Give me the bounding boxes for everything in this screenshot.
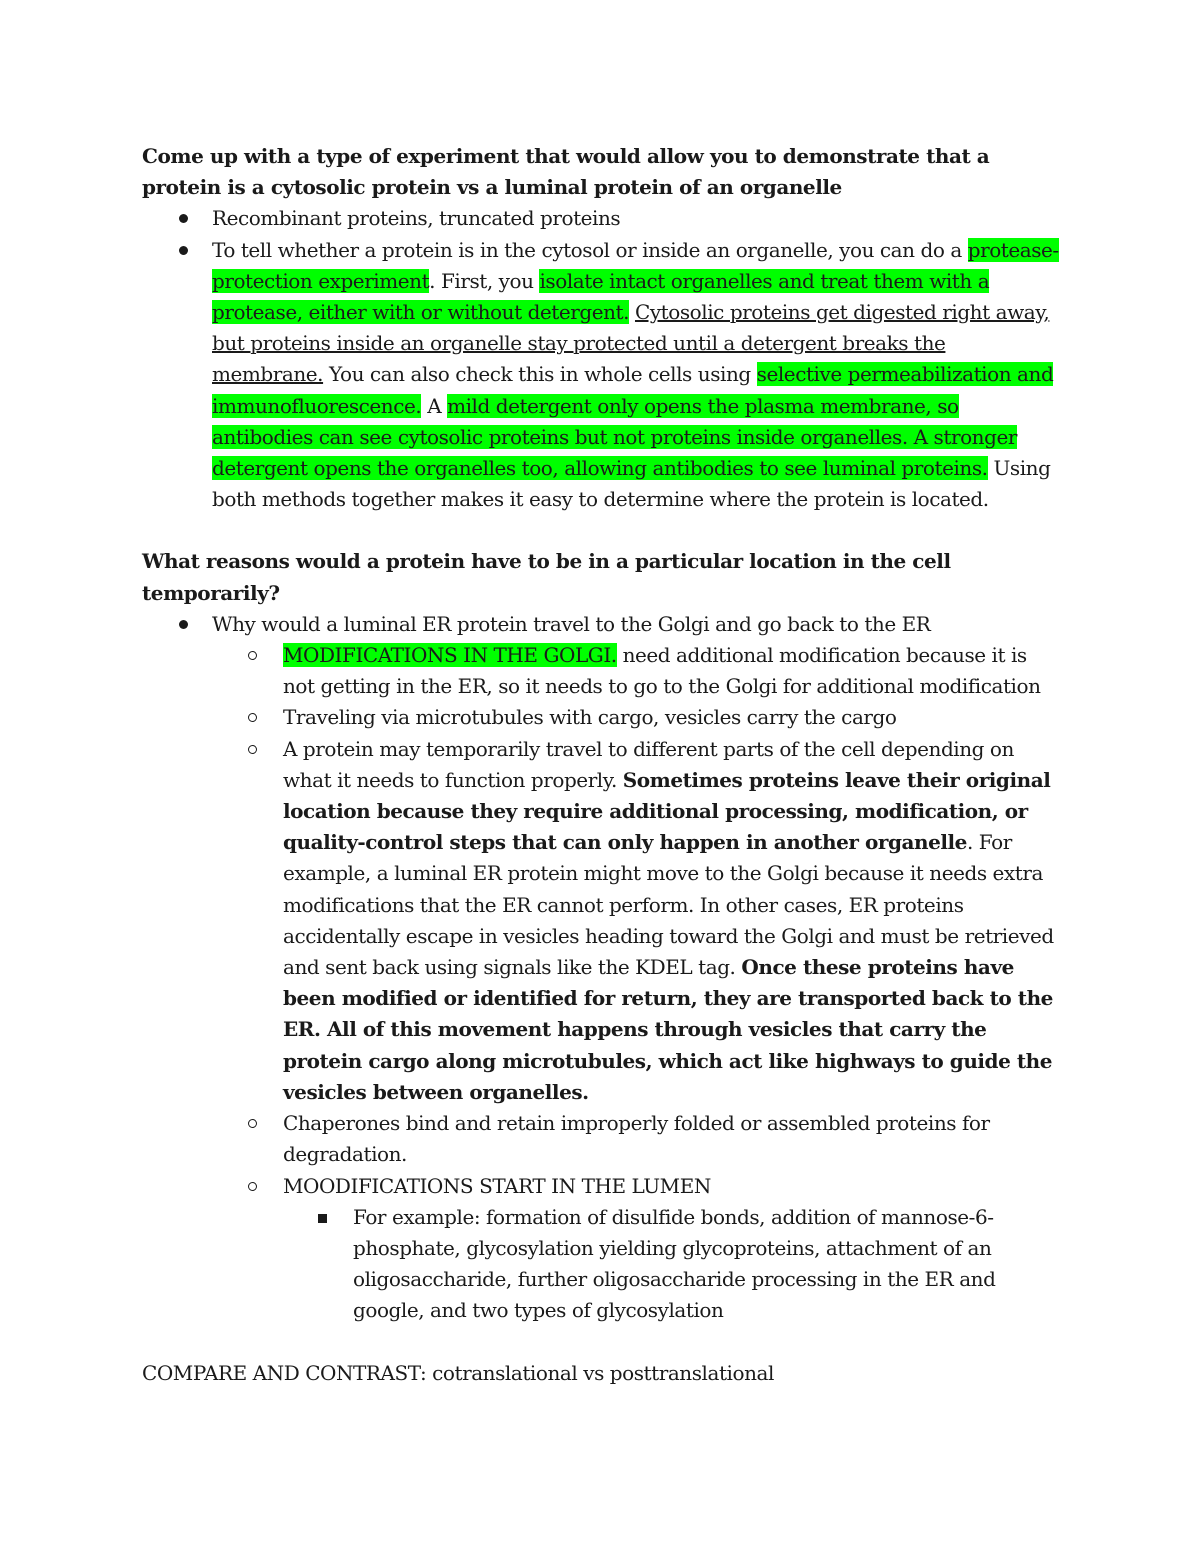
question-heading-2: What reasons would a protein have to be in a particular location in the cell temporarily? xyxy=(142,549,951,605)
list-item xyxy=(142,203,1062,234)
bullet-text: To tell whether a protein is in the cytosol or inside an organelle, you can do a xyxy=(212,237,968,262)
bullet-list-2 xyxy=(142,609,1062,1327)
bullet-text: . First, you xyxy=(429,268,540,293)
sub-bullet-list xyxy=(212,640,1062,1326)
list-item xyxy=(212,734,1062,1108)
bullet-text: . For example, a luminal ER protein might move to the Golgi because it needs extra modifications that the ER cannot perform. In other cases, ER proteins accidentally escape in vesicles heading toward the Golgi and must be retrieved and sent back using signals like the KDEL tag. xyxy=(283,830,1054,980)
bullet-text: Traveling via microtubules with cargo, vesicles carry the cargo xyxy=(283,705,897,730)
bold-text: Sometimes proteins leave their original location because they require additional processing, modification, or quality-control steps that can only happen in another organelle xyxy=(283,767,1051,855)
highlighted-text: MODIFICATIONS IN THE GOLGI. xyxy=(283,643,617,668)
list-item xyxy=(212,1108,1062,1170)
highlighted-text: mild detergent only opens the plasma membrane, so antibodies can see cytosolic proteins but not proteins inside organelles. A stronger detergent opens the organelles too, allowing antibodies to see luminal proteins. xyxy=(212,393,1017,481)
bullet-text: For example: formation of disulfide bonds, addition of mannose-6-phosphate, glycosylation yielding glycoproteins, attachment of an oligosaccharide, further oligosaccharide processing in the ER and google, and two types of glycosylation xyxy=(353,1204,996,1323)
bold-text: Once these proteins have been modified or identified for return, they are transported back to the ER. All of this movement happens through vesicles that carry the protein cargo along microtubules, which act like highways to guide the vesicles between organelles. xyxy=(283,955,1053,1104)
highlighted-text: selective permeabilization and immunofluorescence. xyxy=(212,362,1054,418)
bullet-text: Chaperones bind and retain improperly folded or assembled proteins for degradation. xyxy=(283,1111,990,1167)
bullet-list-1 xyxy=(142,203,1062,515)
underlined-text: Cytosolic proteins get digested right away, but proteins inside an organelle stay protected until a detergent breaks the membrane. xyxy=(212,300,1050,387)
compare-contrast-line: COMPARE AND CONTRAST: cotranslational vs posttranslational xyxy=(142,1360,774,1385)
bullet-text: A protein may temporarily travel to different parts of the cell depending on what it needs to function properly. xyxy=(283,736,1014,792)
highlighted-text: protease-protection experiment xyxy=(212,237,1059,293)
bullet-text: Recombinant proteins, truncated proteins xyxy=(212,206,621,231)
question-heading-1: Come up with a type of experiment that would allow you to demonstrate that a protein is a cytosolic protein vs a luminal protein of an organelle xyxy=(142,144,990,200)
bullet-text: need additional modification because it is not getting in the ER, so it needs to go to the Golgi for additional modification xyxy=(283,643,1041,699)
list-item xyxy=(283,1202,1062,1327)
spacer xyxy=(142,515,1062,546)
list-item xyxy=(212,640,1062,702)
bullet-text: MOODIFICATIONS START IN THE LUMEN xyxy=(283,1173,711,1198)
bullet-text: Why would a luminal ER protein travel to the Golgi and go back to the ER xyxy=(212,611,931,636)
bullet-text: You can also check this in whole cells using xyxy=(323,362,757,387)
highlighted-text: isolate intact organelles and treat them with a protease, either with or without detergent. xyxy=(212,268,990,325)
list-item xyxy=(142,609,1062,1327)
sub-sub-bullet-list xyxy=(283,1202,1062,1327)
document-page xyxy=(142,141,1062,1389)
list-item xyxy=(142,235,1062,516)
bullet-text: A xyxy=(421,393,448,418)
spacer xyxy=(142,1327,1062,1358)
bullet-text: Using both methods together makes it easy to determine where the protein is located. xyxy=(212,456,1051,512)
list-item xyxy=(212,702,1062,733)
list-item xyxy=(212,1171,1062,1327)
